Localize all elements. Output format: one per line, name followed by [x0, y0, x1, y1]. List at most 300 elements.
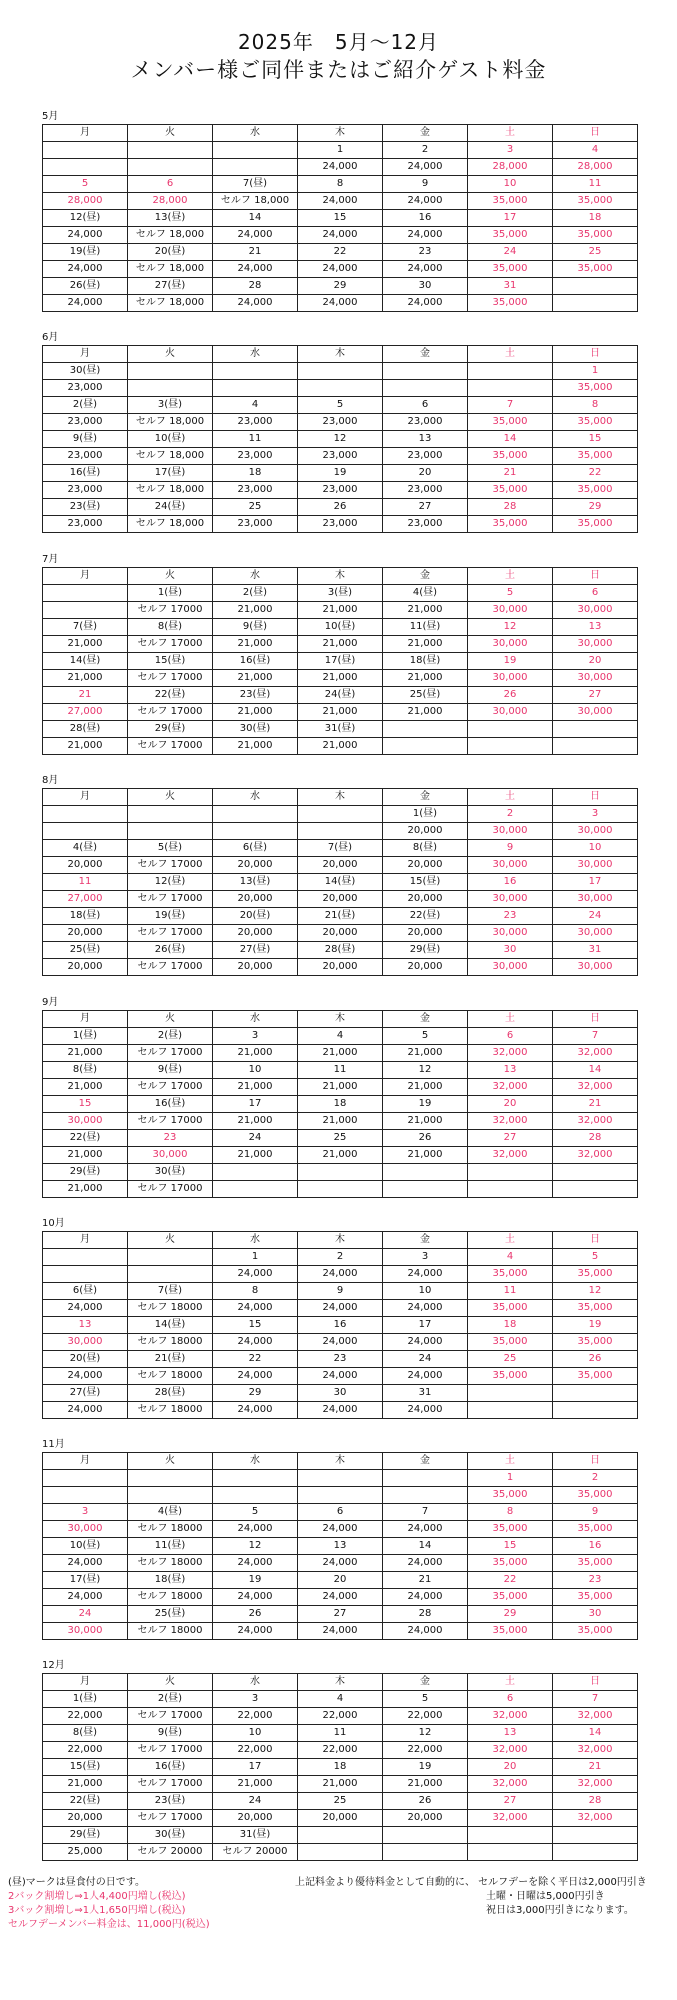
month-label: 8月: [42, 775, 59, 786]
price-cell: セルフ 18000: [128, 1334, 213, 1351]
price-cell: 30,000: [468, 704, 553, 721]
price-cell: 32,000: [468, 1045, 553, 1062]
price-cell: セルフ 17000: [128, 1810, 213, 1827]
price-cell: 24,000: [383, 1589, 468, 1606]
date-cell: [213, 806, 298, 823]
footer-note: 3バック割増し⇒1人1,650円増し(税込): [8, 1905, 186, 1916]
weekday-header-cell: 日: [553, 1011, 638, 1028]
price-cell: 24,000: [383, 193, 468, 210]
month-label: 9月: [42, 997, 59, 1008]
price-cell: 32,000: [553, 1708, 638, 1725]
date-row: [43, 1283, 638, 1300]
price-cell: [43, 602, 128, 619]
price-cell: 35,000: [553, 1334, 638, 1351]
weekday-header-cell: 木: [298, 789, 383, 806]
price-row: [43, 636, 638, 653]
price-cell: セルフ 18000: [128, 1402, 213, 1419]
date-row: [43, 1164, 638, 1181]
footer-note: セルフデーメンバー料金は、11,000円(税込): [8, 1919, 210, 1930]
date-row: [43, 176, 638, 193]
date-cell: 19: [468, 653, 553, 670]
price-cell: 24,000: [383, 261, 468, 278]
date-cell: 17: [383, 1317, 468, 1334]
price-cell: 35,000: [468, 261, 553, 278]
price-cell: 35,000: [553, 1487, 638, 1504]
date-cell: 3: [383, 1249, 468, 1266]
date-cell: 4: [553, 142, 638, 159]
date-cell: 10(昼): [298, 619, 383, 636]
price-cell: セルフ 18,000: [128, 482, 213, 499]
price-row: [43, 448, 638, 465]
date-cell: 5(昼): [128, 840, 213, 857]
date-cell: 22: [553, 465, 638, 482]
price-cell: 35,000: [553, 1623, 638, 1640]
price-cell: 32,000: [468, 1708, 553, 1725]
date-cell: 16: [468, 874, 553, 891]
price-row: [43, 295, 638, 312]
date-cell: 7(昼): [298, 840, 383, 857]
price-cell: 20,000: [298, 925, 383, 942]
date-cell: 18: [468, 1317, 553, 1334]
date-cell: 11(昼): [128, 1538, 213, 1555]
month-calendar-table: [42, 1231, 638, 1419]
price-cell: 21,000: [43, 1079, 128, 1096]
price-cell: 30,000: [553, 891, 638, 908]
date-cell: 9(昼): [128, 1725, 213, 1742]
price-cell: [553, 1402, 638, 1419]
date-cell: 8(昼): [128, 619, 213, 636]
date-row: [43, 499, 638, 516]
date-row: [43, 1249, 638, 1266]
price-cell: 23,000: [213, 482, 298, 499]
date-cell: 18(昼): [43, 908, 128, 925]
price-row: [43, 704, 638, 721]
date-cell: 22(昼): [383, 908, 468, 925]
price-cell: 35,000: [468, 193, 553, 210]
date-cell: 7: [383, 1504, 468, 1521]
date-cell: 20: [298, 1572, 383, 1589]
price-cell: 30,000: [468, 857, 553, 874]
price-cell: [43, 1487, 128, 1504]
weekday-header-cell: 土: [468, 568, 553, 585]
date-cell: 8: [298, 176, 383, 193]
price-cell: [553, 1844, 638, 1861]
price-cell: 21,000: [43, 636, 128, 653]
date-cell: 14: [213, 210, 298, 227]
date-cell: 14: [553, 1725, 638, 1742]
price-cell: 28,000: [128, 193, 213, 210]
date-cell: 28: [553, 1793, 638, 1810]
price-cell: 35,000: [553, 1368, 638, 1385]
weekday-header-cell: 金: [383, 789, 468, 806]
date-row: [43, 653, 638, 670]
date-row: [43, 687, 638, 704]
date-cell: 30: [468, 942, 553, 959]
date-row: [43, 721, 638, 738]
price-cell: 21,000: [383, 1113, 468, 1130]
month-section: [42, 1438, 638, 1640]
date-cell: 18: [298, 1096, 383, 1113]
date-cell: 4: [468, 1249, 553, 1266]
weekday-header-cell: 日: [553, 1674, 638, 1691]
price-cell: 24,000: [213, 1266, 298, 1283]
price-cell: 23,000: [43, 482, 128, 499]
date-cell: 12(昼): [43, 210, 128, 227]
price-row: [43, 925, 638, 942]
price-cell: [383, 1487, 468, 1504]
date-cell: 11: [213, 431, 298, 448]
price-cell: [553, 738, 638, 755]
price-cell: 20,000: [213, 925, 298, 942]
date-cell: 26: [468, 687, 553, 704]
date-cell: 12: [213, 1538, 298, 1555]
price-cell: 32,000: [553, 1810, 638, 1827]
date-cell: 8: [553, 397, 638, 414]
price-cell: 21,000: [298, 1045, 383, 1062]
date-cell: 17(昼): [43, 1572, 128, 1589]
date-cell: 23(昼): [213, 687, 298, 704]
price-cell: [128, 159, 213, 176]
date-cell: 7: [553, 1691, 638, 1708]
date-cell: [128, 363, 213, 380]
date-cell: 2(昼): [213, 585, 298, 602]
date-cell: [43, 142, 128, 159]
weekday-header-cell: 金: [383, 1453, 468, 1470]
date-cell: 10(昼): [43, 1538, 128, 1555]
month-calendar-table: [42, 124, 638, 312]
date-row: [43, 1572, 638, 1589]
date-cell: [553, 1385, 638, 1402]
date-cell: 25(昼): [128, 1606, 213, 1623]
price-cell: [468, 1402, 553, 1419]
price-cell: 21,000: [383, 602, 468, 619]
price-row: [43, 1045, 638, 1062]
price-cell: 24,000: [43, 1300, 128, 1317]
date-cell: 13: [468, 1062, 553, 1079]
date-cell: 22: [213, 1351, 298, 1368]
date-cell: 20(昼): [43, 1351, 128, 1368]
weekday-header-cell: 月: [43, 568, 128, 585]
date-cell: 9(昼): [43, 431, 128, 448]
date-cell: [468, 721, 553, 738]
date-cell: 18: [298, 1759, 383, 1776]
price-cell: [383, 1844, 468, 1861]
date-cell: 19: [213, 1572, 298, 1589]
date-cell: 6: [553, 585, 638, 602]
date-cell: 31: [468, 278, 553, 295]
price-cell: 21,000: [298, 738, 383, 755]
date-cell: 25(昼): [43, 942, 128, 959]
date-cell: [43, 1470, 128, 1487]
weekday-header-cell: 月: [43, 1011, 128, 1028]
date-cell: 29: [468, 1606, 553, 1623]
date-row: [43, 1470, 638, 1487]
price-cell: 21,000: [298, 1079, 383, 1096]
date-cell: 24: [43, 1606, 128, 1623]
date-cell: 2(昼): [128, 1691, 213, 1708]
weekday-header-cell: 金: [383, 125, 468, 142]
price-row: [43, 1555, 638, 1572]
price-row: [43, 1708, 638, 1725]
date-cell: 1(昼): [43, 1691, 128, 1708]
date-cell: 29(昼): [43, 1827, 128, 1844]
month-label: 12月: [42, 1660, 65, 1671]
date-cell: 5: [468, 585, 553, 602]
price-cell: [553, 295, 638, 312]
date-row: [43, 585, 638, 602]
date-cell: 4(昼): [128, 1504, 213, 1521]
footer-notes-left: [8, 1876, 210, 1932]
price-cell: 35,000: [553, 1521, 638, 1538]
date-cell: 27(昼): [128, 278, 213, 295]
price-row: [43, 1402, 638, 1419]
date-row: [43, 1827, 638, 1844]
date-cell: 5: [43, 176, 128, 193]
date-cell: 23: [298, 1351, 383, 1368]
weekday-header-cell: 金: [383, 1011, 468, 1028]
price-cell: 20,000: [298, 891, 383, 908]
price-cell: 35,000: [553, 227, 638, 244]
price-cell: 20,000: [43, 925, 128, 942]
price-cell: [383, 380, 468, 397]
price-cell: セルフ 18,000: [128, 448, 213, 465]
date-cell: 3: [553, 806, 638, 823]
price-cell: セルフ 18000: [128, 1368, 213, 1385]
month-section: [42, 110, 638, 312]
date-cell: 1(昼): [383, 806, 468, 823]
date-cell: 15: [468, 1538, 553, 1555]
price-cell: 32,000: [468, 1079, 553, 1096]
date-cell: [383, 721, 468, 738]
price-row: [43, 193, 638, 210]
price-cell: [298, 1844, 383, 1861]
price-row: [43, 414, 638, 431]
date-cell: 21: [468, 465, 553, 482]
date-cell: 31(昼): [298, 721, 383, 738]
date-cell: 16: [383, 210, 468, 227]
date-cell: 20(昼): [213, 908, 298, 925]
date-cell: 24: [213, 1793, 298, 1810]
date-cell: 19: [383, 1759, 468, 1776]
price-cell: 21,000: [383, 1147, 468, 1164]
price-cell: 22,000: [43, 1708, 128, 1725]
date-cell: 5: [553, 1249, 638, 1266]
document-title: 2025年 5月～12月: [237, 30, 440, 54]
date-cell: 22(昼): [43, 1793, 128, 1810]
price-cell: 21,000: [43, 1181, 128, 1198]
date-cell: 11: [298, 1725, 383, 1742]
date-cell: 12: [298, 431, 383, 448]
month-label: 6月: [42, 332, 59, 343]
price-row: [43, 1776, 638, 1793]
price-row: [43, 823, 638, 840]
price-cell: [213, 1181, 298, 1198]
date-cell: 13(昼): [213, 874, 298, 891]
price-cell: 24,000: [298, 159, 383, 176]
date-cell: 6(昼): [213, 840, 298, 857]
date-cell: [383, 1827, 468, 1844]
date-cell: 28(昼): [298, 942, 383, 959]
price-cell: 24,000: [213, 1589, 298, 1606]
date-cell: 15: [298, 210, 383, 227]
price-cell: 21,000: [213, 1776, 298, 1793]
price-cell: 24,000: [383, 1521, 468, 1538]
date-cell: 11: [468, 1283, 553, 1300]
date-cell: 26: [383, 1793, 468, 1810]
price-cell: セルフ 17000: [128, 1742, 213, 1759]
date-cell: 17: [213, 1096, 298, 1113]
date-cell: 1: [553, 363, 638, 380]
date-cell: 9: [298, 1283, 383, 1300]
price-cell: 22,000: [213, 1708, 298, 1725]
month-label: 10月: [42, 1218, 65, 1229]
date-cell: 22: [468, 1572, 553, 1589]
price-cell: [128, 1266, 213, 1283]
price-row: [43, 482, 638, 499]
date-cell: 8: [468, 1504, 553, 1521]
date-cell: 29: [298, 278, 383, 295]
price-cell: 22,000: [298, 1708, 383, 1725]
price-row: [43, 227, 638, 244]
price-cell: 35,000: [468, 295, 553, 312]
date-cell: 16(昼): [128, 1096, 213, 1113]
date-cell: 4: [298, 1691, 383, 1708]
date-row: [43, 431, 638, 448]
price-cell: セルフ 17000: [128, 738, 213, 755]
date-cell: [383, 1470, 468, 1487]
date-cell: 15: [43, 1096, 128, 1113]
price-cell: 24,000: [298, 1334, 383, 1351]
date-cell: 8: [213, 1283, 298, 1300]
date-cell: 3: [468, 142, 553, 159]
price-cell: 30,000: [468, 823, 553, 840]
price-cell: 24,000: [298, 261, 383, 278]
date-cell: 11: [298, 1062, 383, 1079]
date-cell: 23: [468, 908, 553, 925]
price-cell: 23,000: [213, 414, 298, 431]
price-row: [43, 891, 638, 908]
date-cell: 1(昼): [128, 585, 213, 602]
date-cell: 10(昼): [128, 431, 213, 448]
price-cell: 24,000: [213, 1368, 298, 1385]
date-cell: 17: [468, 210, 553, 227]
date-cell: 29(昼): [383, 942, 468, 959]
date-cell: 20: [468, 1096, 553, 1113]
date-cell: [298, 1470, 383, 1487]
weekday-header-cell: 日: [553, 346, 638, 363]
date-cell: 10: [553, 840, 638, 857]
date-cell: 12: [553, 1283, 638, 1300]
price-cell: 24,000: [43, 1589, 128, 1606]
price-cell: セルフ 17000: [128, 925, 213, 942]
price-cell: 21,000: [298, 670, 383, 687]
price-cell: セルフ 18000: [128, 1589, 213, 1606]
price-cell: 24,000: [43, 227, 128, 244]
date-cell: 29(昼): [128, 721, 213, 738]
price-cell: [213, 159, 298, 176]
price-cell: セルフ 18,000: [128, 227, 213, 244]
price-cell: 21,000: [383, 670, 468, 687]
price-cell: 32,000: [553, 1147, 638, 1164]
date-cell: 13: [298, 1538, 383, 1555]
price-row: [43, 857, 638, 874]
date-cell: 18: [213, 465, 298, 482]
date-cell: 27(昼): [43, 1385, 128, 1402]
price-cell: 24,000: [213, 1521, 298, 1538]
price-cell: セルフ 17000: [128, 959, 213, 976]
date-cell: 19: [383, 1096, 468, 1113]
price-cell: セルフ 18,000: [128, 261, 213, 278]
date-cell: 27: [553, 687, 638, 704]
date-row: [43, 1028, 638, 1045]
date-cell: 22(昼): [128, 687, 213, 704]
date-row: [43, 1096, 638, 1113]
price-cell: 21,000: [213, 1045, 298, 1062]
date-cell: 24(昼): [298, 687, 383, 704]
date-cell: [128, 142, 213, 159]
price-cell: 24,000: [213, 1300, 298, 1317]
weekday-header-row: [43, 1011, 638, 1028]
price-cell: [383, 738, 468, 755]
weekday-header-cell: 金: [383, 1674, 468, 1691]
date-cell: [128, 1470, 213, 1487]
price-row: [43, 1487, 638, 1504]
price-cell: 32,000: [553, 1742, 638, 1759]
price-cell: 35,000: [553, 516, 638, 533]
price-cell: 30,000: [553, 823, 638, 840]
date-cell: 19: [553, 1317, 638, 1334]
weekday-header-cell: 水: [213, 789, 298, 806]
price-cell: 24,000: [298, 1623, 383, 1640]
price-cell: 32,000: [553, 1776, 638, 1793]
price-cell: セルフ 17000: [128, 704, 213, 721]
date-cell: 3(昼): [298, 585, 383, 602]
price-cell: 35,000: [468, 516, 553, 533]
price-cell: 25,000: [43, 1844, 128, 1861]
date-row: [43, 1062, 638, 1079]
footer-note: (昼)マークは昼食付の日です。: [8, 1877, 146, 1888]
price-cell: 30,000: [43, 1521, 128, 1538]
price-cell: セルフ 17000: [128, 670, 213, 687]
price-cell: 32,000: [468, 1113, 553, 1130]
weekday-header-cell: 木: [298, 568, 383, 585]
date-row: [43, 244, 638, 261]
date-cell: 8(昼): [383, 840, 468, 857]
date-cell: [298, 1164, 383, 1181]
month-label: 11月: [42, 1439, 65, 1450]
date-cell: 17: [553, 874, 638, 891]
date-row: [43, 397, 638, 414]
weekday-header-cell: 土: [468, 789, 553, 806]
price-cell: セルフ 17000: [128, 1708, 213, 1725]
price-cell: 24,000: [298, 1555, 383, 1572]
price-row: [43, 261, 638, 278]
date-cell: 2: [553, 1470, 638, 1487]
date-cell: 6: [128, 176, 213, 193]
price-cell: セルフ 20000: [213, 1844, 298, 1861]
price-cell: 21,000: [213, 602, 298, 619]
date-cell: 21: [213, 244, 298, 261]
weekday-header-cell: 土: [468, 1232, 553, 1249]
date-cell: 26: [298, 499, 383, 516]
price-cell: 24,000: [213, 227, 298, 244]
month-label: 5月: [42, 111, 59, 122]
weekday-header-cell: 火: [128, 789, 213, 806]
weekday-header-cell: 火: [128, 1232, 213, 1249]
weekday-header-row: [43, 1232, 638, 1249]
price-cell: セルフ 17000: [128, 857, 213, 874]
price-cell: セルフ 17000: [128, 1113, 213, 1130]
